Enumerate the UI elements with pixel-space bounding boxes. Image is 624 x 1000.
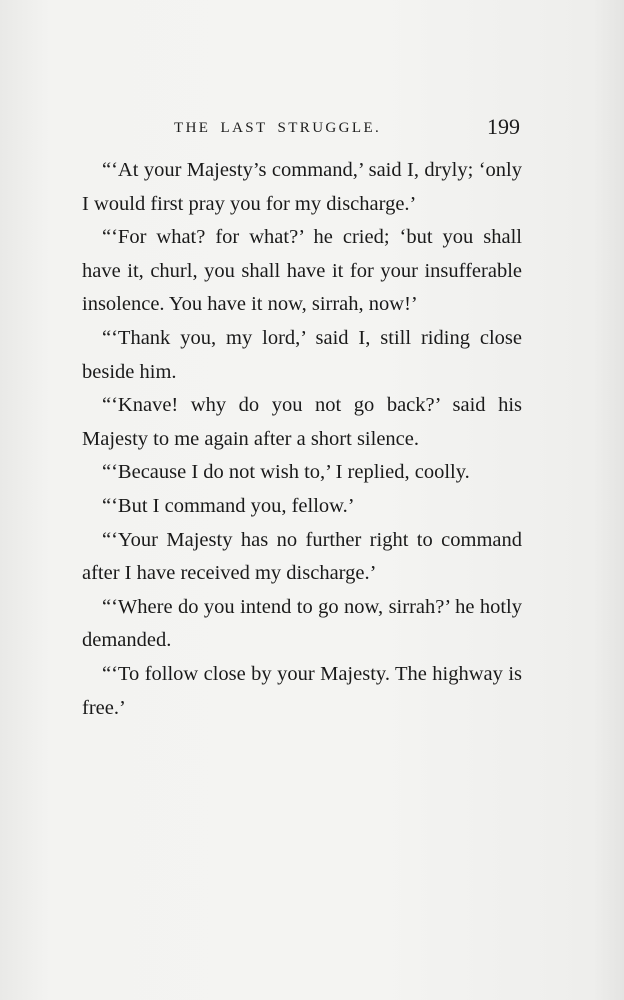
paragraph: “‘But I command you, fellow.’ (102, 494, 355, 517)
paragraph: “‘Thank you, my lord,’ said I, still riding close beside him. (82, 326, 522, 383)
page-number: 199 (487, 114, 520, 139)
page-header (82, 116, 522, 140)
paragraph: “‘For what? for what?’ he cried; ‘but you shall have it, churl, you shall have it for your insufferable insolence. You have it now, sirrah, now!’ (82, 226, 522, 316)
paragraph: “‘Your Majesty has no further right to command after I have received my discharge.’ (82, 528, 522, 585)
paragraph: “‘Where do you intend to go now, sirrah?’ he hotly demanded. (82, 595, 522, 652)
paragraph: “‘Knave! why do you not go back?’ said his Majesty to me again after a short silence. (82, 394, 522, 450)
paragraph: “‘Because I do not wish to,’ I replied, coolly. (102, 461, 470, 484)
paragraph: “‘To follow close by your Majesty. The highway is free.’ (82, 662, 522, 719)
running-head: THE LAST STRUGGLE. (174, 120, 382, 136)
page-body (82, 154, 522, 725)
paragraph: “‘At your Majesty’s command,’ said I, dryly; ‘only I would first pray you for my discharge.’ (82, 159, 522, 215)
